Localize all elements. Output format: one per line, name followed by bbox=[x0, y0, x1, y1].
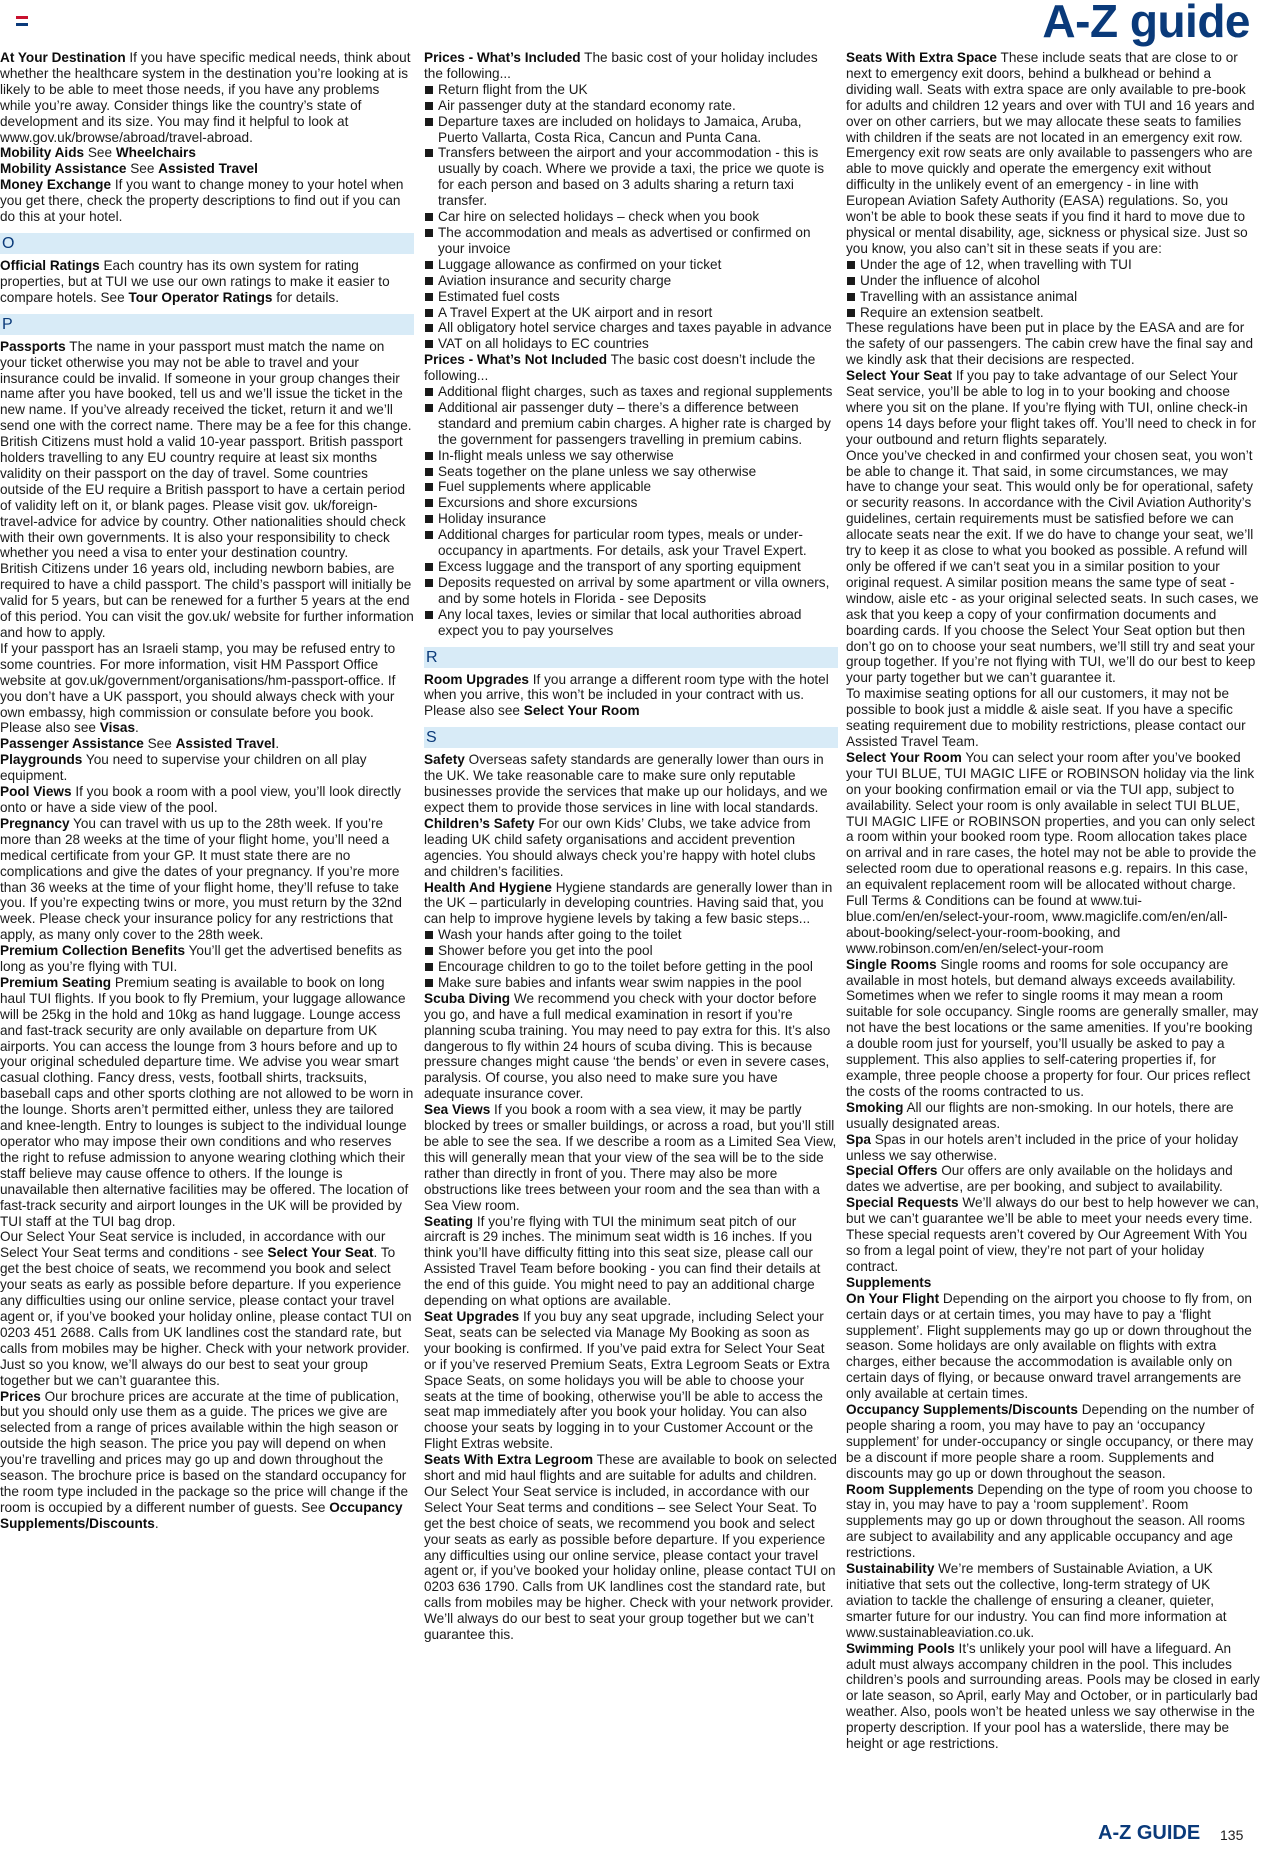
entry-term: Occupancy Supplements/Discounts bbox=[846, 1402, 1078, 1418]
bullet-item: Return flight from the UK bbox=[424, 82, 838, 98]
section-header: S bbox=[424, 727, 838, 748]
entry-term: Safety bbox=[424, 752, 465, 768]
bullet-item: Deposits requested on arrival by some apartment or villa owners, and by some hotels in Florida - see Deposits bbox=[424, 575, 838, 607]
entry-term: Special Offers bbox=[846, 1163, 938, 1179]
entry bbox=[424, 50, 838, 82]
entry-text: You need to supervise your children on all play equipment. bbox=[0, 752, 367, 784]
page-title: A-Z guide bbox=[1042, 0, 1250, 47]
entry-text: If you book a room with a sea view, it may be partly blocked by trees or smaller buildings, or across a road, but you’ll still be able to see the sea. If we describe a room as a Limited Sea View, this will generally mean that your view of the sea will be to the side rather than directly in front of you. There may also be more obstructions like trees between your room and the sea than with a Sea View room. bbox=[424, 1102, 837, 1213]
entry-reference: Wheelchairs bbox=[115, 145, 196, 161]
entry-term: Premium Collection Benefits bbox=[0, 943, 186, 959]
entry-term: On Your Flight bbox=[846, 1290, 940, 1306]
entry-text: Each country has its own system for rating properties, but at TUI we use our own ratings to make it easier to compare hotels. See bbox=[0, 257, 390, 305]
entry bbox=[0, 258, 414, 306]
entry-text: You can travel with us up to the 28th week. If you’re more than 28 weeks at the time of your flight home, you’ll need a medical certificate from your GP. It must state there are no complications and give the dates of your pregnancy. If you’re more than 36 weeks at the time of your flight home, they’ll refuse to take you. If you’re expecting twins or more, you must return by the 32nd week. Please check your insurance policy for any restrictions that apply, as many only cover to the 28th week. bbox=[0, 815, 402, 943]
entry-text: . bbox=[135, 720, 139, 736]
entry-text: . bbox=[154, 1515, 159, 1531]
entry-text: If you have specific medical needs, think about whether the healthcare system in the destination you’re looking at is likely to be able to meet those needs, if you have any problems while you’re away. Consider things like the country’s state of development and its size. You may find it helpful to look at www.gov.uk/browse/abroad/travel-abroad. bbox=[0, 50, 411, 145]
entry-reference: Visas bbox=[99, 720, 136, 736]
entry bbox=[846, 1132, 1260, 1164]
entry-term: Mobility Aids bbox=[0, 145, 85, 161]
entry bbox=[846, 1402, 1260, 1482]
entry-text: . bbox=[275, 736, 280, 752]
entry bbox=[424, 1452, 838, 1643]
entry-text: If you’re flying with TUI the minimum seat pitch of our aircraft is 29 inches. The minimum seat width is 16 inches. If you think you’ll have difficulty fitting into this seat size, please call our Assisted Travel Team before booking - you can find their details at the end of this guide. You might need to pay an additional charge depending on what options are available. bbox=[424, 1213, 821, 1309]
entry-text: The basic cost of your holiday includes the following... bbox=[424, 50, 818, 81]
entry bbox=[0, 975, 414, 1230]
entry bbox=[846, 1163, 1260, 1195]
entry-text: For our own Kids’ Clubs, we take advice from leading UK child safety organisations and accident prevention agencies. You should always check you’re happy with hotel clubs and children’s facilities. bbox=[424, 815, 816, 879]
entry bbox=[846, 957, 1260, 1100]
entry-term: Mobility Assistance bbox=[0, 161, 127, 177]
entry bbox=[0, 816, 414, 943]
entry-text: . To get the best choice of seats, we recommend you book and select your seats as early as possible before departure. If you experience any difficulties using our online service, please contact your travel agent or, if you’ve booked your holiday online, please contact TUI on 0203 451 2688. Calls from UK landlines cost the standard rate, but calls from mobiles may be higher. Check with your network provider. Just so you know, we’ll always do our best to seat your group together but we can’t guarantee this. bbox=[0, 1245, 412, 1388]
entry-term: Passports bbox=[0, 338, 66, 354]
entry-term: Prices - What’s Not Included bbox=[424, 352, 608, 368]
entry-term: Sea Views bbox=[424, 1102, 491, 1118]
entry-reference: Tour Operator Ratings bbox=[128, 289, 273, 305]
bullet-item: Excess luggage and the transport of any sporting equipment bbox=[424, 559, 838, 575]
entry-term: Select Your Seat bbox=[846, 368, 953, 384]
entry-term: Pool Views bbox=[0, 784, 72, 800]
entry-text: Depending on the type of room you choose to stay in, you may have to pay a ‘room supplement’. Room supplements may go up or down throughout the season. All rooms are subject to availability and any applicable occupancy and age restrictions. bbox=[846, 1481, 1253, 1561]
entry-text: Overseas safety standards are generally lower than ours in the UK. We take reasonable care to make sure only reputable businesses provide the services that make up our holidays, and we expect them to provide those services in line with local standards. bbox=[424, 752, 828, 815]
entry-term: Special Requests bbox=[846, 1195, 959, 1211]
column-middle bbox=[424, 50, 838, 1643]
entry-text: Spas in our hotels aren’t included in the price of your holiday unless we say otherwise. bbox=[846, 1131, 1239, 1163]
entry bbox=[846, 750, 1260, 957]
entry bbox=[846, 320, 1260, 368]
entry-term: Seat Upgrades bbox=[424, 1308, 520, 1324]
entry-text: Premium seating is available to book on long haul TUI flights. If you book to fly Premium, your luggage allowance will be 25kg in the hold and 10kg as hand luggage. Lounge access and fast-track security are only available on departure from UK airports. You can access the lounge from 3 hours before and up to your original scheduled departure time. We advise you wear smart casual clothing. Fancy dress, vests, football shirts, tracksuits, baseball caps and other sports clothing are not allowed to be worn in the lounge. Shorts aren’t permitted either, unless they are tailored and knee-length. Entry to lounges is subject to the individual lounge operator who may impose their own conditions and who reserves the right to refuse admission to anyone wearing clothing which their staff believe may cause offence to others. If the lounge is unavailable then alternative facilities may be offered. The location of fast-track security and airport lounges in the UK will be provided by TUI staff at the TUI bag drop. bbox=[0, 974, 414, 1229]
entry-term: Premium Seating bbox=[0, 974, 112, 990]
entry bbox=[424, 991, 838, 1102]
entry-text: If you arrange a different room type with the hotel when you arrive, this won’t be included in your contract with us. Please also see bbox=[424, 671, 829, 719]
entry-text: See bbox=[87, 145, 113, 161]
bullet-item: Transfers between the airport and your accommodation - this is usually by coach. Where we provide a taxi, the price we quote is for each person and based on 3 adults sharing a return taxi transfer. bbox=[424, 145, 838, 209]
bullet-item: Holiday insurance bbox=[424, 511, 838, 527]
entry bbox=[0, 161, 414, 177]
bullet-item: In-flight meals unless we say otherwise bbox=[424, 448, 838, 464]
entry bbox=[0, 1229, 414, 1388]
entry bbox=[424, 1309, 838, 1452]
bullet-item: A Travel Expert at the UK airport and in resort bbox=[424, 305, 838, 321]
bullet-item: Aviation insurance and security charge bbox=[424, 273, 838, 289]
entry-text: Our brochure prices are accurate at the time of publication, but you should only use them as a guide. The prices we give are selected from a range of prices available within the high season or outside the high season. The price you pay will depend on when you’re travelling and prices may go up and down throughout the season. The brochure price is based on the standard occupancy for the room type included in the package so the price will change if the room is occupied by a different number of guests. See bbox=[0, 1388, 409, 1515]
flag-icon bbox=[16, 16, 28, 26]
entry bbox=[0, 561, 414, 641]
entry-term: Playgrounds bbox=[0, 752, 83, 768]
entry bbox=[424, 752, 838, 816]
entry-term: Passenger Assistance bbox=[0, 736, 144, 752]
footer-label: A-Z GUIDE bbox=[1098, 1822, 1201, 1844]
entry bbox=[846, 50, 1260, 257]
bullet-item: Require an extension seatbelt. bbox=[846, 305, 1260, 321]
entry bbox=[846, 1275, 1260, 1291]
entry bbox=[424, 1102, 838, 1213]
entry-text: The basic cost doesn’t include the following... bbox=[424, 352, 816, 384]
entry-term: Children’s Safety bbox=[424, 815, 535, 831]
entry bbox=[846, 1100, 1260, 1132]
bullet-item: Under the influence of alcohol bbox=[846, 273, 1260, 289]
entry-text: If you book a room with a pool view, you’ll look directly onto or have a side view of the pool. bbox=[0, 784, 401, 815]
entry bbox=[846, 448, 1260, 687]
entry-reference: Select Your Seat bbox=[267, 1245, 374, 1261]
entry bbox=[846, 1641, 1260, 1752]
bullet-item: Departure taxes are included on holidays to Jamaica, Aruba, Puerto Vallarta, Costa Rica, Cancun and Punta Cana. bbox=[424, 114, 838, 146]
entry-term: Seats With Extra Space bbox=[846, 50, 997, 65]
entry bbox=[846, 368, 1260, 448]
bullet-item: Wash your hands after going to the toilet bbox=[424, 927, 838, 943]
entry bbox=[846, 1561, 1260, 1641]
bullet-item: Excursions and shore excursions bbox=[424, 495, 838, 511]
entry bbox=[0, 736, 414, 752]
section-header: P bbox=[0, 314, 414, 335]
bullet-list bbox=[424, 384, 838, 639]
entry-term: Seating bbox=[424, 1213, 474, 1229]
entry-term: Official Ratings bbox=[0, 257, 100, 273]
entry-text: These include seats that are close to or next to emergency exit doors, behind a bulkhead or behind a dividing wall. Seats with extra space are only available to pre-book for adults and children 12 years and over with TUI and 16 years and over on other carriers, but we may allocate these seats to families with children if the seats are not located in an emergency exit row. Emergency exit row seats are only available to passengers who are able to move quickly and operate the emergency exit without difficulty in the unlikely event of an emergency - in line with European Aviation Safety Authority (EASA) regulations. So, you won’t be able to book these seats if you find it hard to move due to physical or mental disability, age, sickness or physical size. Just so you know, you also can’t sit in these seats if you are: bbox=[846, 50, 1255, 256]
bullet-item: Air passenger duty at the standard economy rate. bbox=[424, 98, 838, 114]
bullet-item: All obligatory hotel service charges and taxes payable in advance bbox=[424, 320, 838, 336]
entry-text: We’ll always do our best to help however we can, but we can’t guarantee we’ll be able to meet your needs every time. These special requests aren’t covered by Our Agreement With You so from a legal point of view, they’re not part of your holiday contract. bbox=[846, 1195, 1260, 1274]
entry-reference: Select Your Room bbox=[523, 703, 640, 719]
entry-term: At Your Destination bbox=[0, 50, 126, 65]
bullet-item: Seats together on the plane unless we say otherwise bbox=[424, 464, 838, 480]
bullet-item: Fuel supplements where applicable bbox=[424, 479, 838, 495]
bullet-item: Additional charges for particular room types, meals or under-occupancy in apartments. For details, ask your Travel Expert. bbox=[424, 527, 838, 559]
bullet-list bbox=[424, 927, 838, 991]
bullet-item: Under the age of 12, when travelling with TUI bbox=[846, 257, 1260, 273]
entry-term: Swimming Pools bbox=[846, 1640, 955, 1656]
column-right bbox=[846, 50, 1260, 1752]
entry-text: If your passport has an Israeli stamp, you may be refused entry to some countries. For more information, visit HM Passport Office website at gov.uk/government/organisations/hm-passport-office. If you don’t have a UK passport, you should always check with your own embassy, high commission or consulate before you book. Please also see bbox=[0, 640, 396, 736]
entry bbox=[0, 50, 414, 145]
entry bbox=[0, 177, 414, 225]
entry-term: Pregnancy bbox=[0, 815, 70, 831]
entry-term: Supplements bbox=[846, 1274, 932, 1290]
bullet-item: Luggage allowance as confirmed on your ticket bbox=[424, 257, 838, 273]
entry bbox=[424, 816, 838, 880]
entry bbox=[0, 641, 414, 736]
entry bbox=[0, 339, 414, 562]
entry-text: Our Select Your Seat service is included, in accordance with our Select Your Seat terms and conditions - see bbox=[0, 1229, 386, 1261]
bullet-item: Any local taxes, levies or similar that local authorities abroad expect you to pay yourselves bbox=[424, 607, 838, 639]
entry-text: Once you’ve checked in and confirmed your chosen seat, you won’t be able to change it. That said, in some circumstances, we may have to change your seat. This would only be for operational, safety or security reasons. In accordance with the Civil Aviation Authority’s guidelines, certain requirements must be satisfied before we can allocate seats near the exit. If we do have to change your seat, we’ll try to keep it as close to what you booked as possible. A refund will only be offered if we can’t seat you in a similar position to your original request. A similar position means the same type of seat - window, aisle etc - as your original selected seats. In such cases, we ask that you keep a copy of your confirmation documents and boarding cards. If you choose the Select Your Seat option but then don’t go on to choose your seat numbers, we’ll still try and seat your group together. If you’re not flying with TUI, we’ll do our best to keep your party together but we can’t guarantee it. bbox=[846, 447, 1259, 686]
entry-term: Smoking bbox=[846, 1099, 904, 1115]
entry-text: These regulations have been put in place by the EASA and are for the safety of our passengers. The cabin crew have the final say and we kindly ask that their decisions are respected. bbox=[846, 320, 1254, 368]
entry bbox=[424, 880, 838, 928]
entry-text: It’s unlikely your pool will have a lifeguard. An adult must always accompany children in the pool. This includes children’s pools and surrounding areas. Pools may be closed in early or late season, so April, early May and October, or in particularly bad weather. Also, pools won’t be heated unless we say otherwise in the property description. If your pool has a waterslide, there may be height or age restrictions. bbox=[846, 1640, 1260, 1752]
entry-text: These are available to book on selected short and mid haul flights and are suitable for adults and children. Our Select Your Seat service is included, in accordance with our Select Your Seat terms and conditions – see Select Your Seat. To get the best choice of seats, we recommend you book and select your seats as early as possible before departure. If you experience any difficulties using our online service, please contact your travel agent or, if you’ve booked your holiday online, please contact TUI on 0203 636 1790. Calls from UK landlines cost the standard rate, but calls from mobiles may be higher. Check with your network provider. We’ll always do our best to seat your group together but we can’t guarantee this. bbox=[424, 1452, 837, 1643]
bullet-item: Shower before you get into the pool bbox=[424, 943, 838, 959]
entry-term: Select Your Room bbox=[846, 749, 962, 765]
entry bbox=[0, 1389, 414, 1532]
section-header: R bbox=[424, 647, 838, 668]
entry-text: If you pay to take advantage of our Select Your Seat service, you’ll be able to log in to your booking and choose where you sit on the plane. If you’re flying with TUI, online check-in opens 14 days before your flight takes off. You’ll need to check in for your outbound and return flights separately. bbox=[846, 368, 1257, 447]
section-header: O bbox=[0, 233, 414, 254]
entry-text: See bbox=[130, 161, 155, 177]
entry-text: Single rooms and rooms for sole occupancy are available in most hotels, but demand always exceeds availability. Sometimes when we refer to single rooms it may mean a room suitable for sole occupancy. Single rooms are generally smaller, may not have the best locations or the same amenities. If you’re booking a double room just for yourself, you’ll usually be asked to pay a supplement. This also applies to self-catering properties if, for example, three people choose a property for four. Our prices reflect the costs of the rooms contracted to us. bbox=[846, 956, 1259, 1099]
entry-text: The name in your passport must match the name on your ticket otherwise you may not be able to travel and your insurance could be invalid. If someone in your group changes their name after you have booked, tell us and we’ll issue the ticket in the new name. If you’ve already received the ticket, return it and we’ll send one with the correct name. There may be a fee for this change. British Citizens must hold a valid 10-year passport. British passport holders travelling to any EU country require at least six months validity on their passport on the day of travel. Some countries outside of the EU require a British passport to have a certain period of validity left on it, or blank pages. Please visit gov. uk/foreign-travel-advice for advice by country. Other nationalities should check with their own governments. It is also your responsibility to check whether you need a visa to enter your destination country. bbox=[0, 338, 412, 561]
entry-text: We recommend you check with your doctor before you go, and have a full medical examination in resort if you’re planning scuba training. You may need to pay extra for this. It’s also dangerous to fly within 24 hours of scuba diving. This is because pressure changes might cause ‘the bends’ or even in severe cases, paralysis. Of course, you also need to make sure you have adequate insurance cover. bbox=[424, 990, 831, 1102]
bullet-item: Travelling with an assistance animal bbox=[846, 289, 1260, 305]
entry-text: If you want to change money to your hotel when you get there, check the property descriptions to find out if you can do this at your hotel. bbox=[0, 177, 404, 225]
entry bbox=[846, 686, 1260, 750]
entry bbox=[424, 352, 838, 384]
entry bbox=[0, 943, 414, 975]
entry-text: You’ll get the advertised benefits as long as you’re flying with TUI. bbox=[0, 943, 402, 975]
entry-text: We’re members of Sustainable Aviation, a UK initiative that sets out the collective, long-term strategy of UK aviation to tackle the challenge of ensuring a cleaner, quieter, smarter future for our industry. You can find more information at www.sustainableaviation.co.uk. bbox=[846, 1561, 1227, 1640]
entry-reference: Occupancy Supplements/Discounts bbox=[0, 1499, 403, 1531]
entry-term: Prices bbox=[0, 1388, 41, 1404]
entry-reference: Assisted Travel bbox=[175, 736, 276, 752]
entry-text: Hygiene standards are generally lower than in the UK – particularly in developing countries. Having said that, you can help to improve hygiene levels by taking a few basic steps... bbox=[424, 879, 833, 927]
entry-text: To maximise seating options for all our customers, it may not be possible to book just a middle & aisle seat. If you have a specific seating requirement due to mobility restrictions, please contact our Assisted Travel Team. bbox=[846, 686, 1246, 749]
bullet-item: Estimated fuel costs bbox=[424, 289, 838, 305]
entry-term: Room Supplements bbox=[846, 1481, 974, 1497]
entry-term: Single Rooms bbox=[846, 956, 937, 972]
entry bbox=[846, 1195, 1260, 1275]
entry-term: Spa bbox=[846, 1131, 871, 1147]
entry bbox=[846, 1482, 1260, 1562]
entry-term: Seats With Extra Legroom bbox=[424, 1452, 594, 1468]
entry bbox=[846, 1291, 1260, 1402]
entry bbox=[424, 1214, 838, 1309]
entry-term: Health And Hygiene bbox=[424, 879, 552, 895]
page-number: 135 bbox=[1220, 1827, 1244, 1843]
entry-text: All our flights are non-smoking. In our hotels, there are usually designated areas. bbox=[846, 1099, 1234, 1131]
bullet-list bbox=[424, 82, 838, 352]
bullet-item: The accommodation and meals as advertised or confirmed on your invoice bbox=[424, 225, 838, 257]
entry bbox=[424, 672, 838, 720]
entry-text: You can select your room after you’ve booked your TUI BLUE, TUI MAGIC LIFE or ROBINSON holiday via the link on your booking confirmation email or via the TUI app, subject to availability. Select your room is only available in select TUI BLUE, TUI MAGIC LIFE or ROBINSON properties, and you can only select a room within your booked room type. Room allocation takes place on arrival and in rare cases, the hotel may not be able to provide the selected room due to operational reasons e.g. repairs. In this case, an equivalent replacement room will be allocated without charge. Full Terms & Conditions can be found at www.tui-blue.com/en/en/select-your-room, www.magiclife.com/en/en/all-about-booking/select-your-room-booking, and www.robinson.com/en/en/select-your-room bbox=[846, 749, 1257, 956]
entry-text: British Citizens under 16 years old, including newborn babies, are required to have a child passport. The child’s passport will initially be valid for 5 years, but can be renewed for a further 5 years at the end of this period. You can visit the gov.uk/ website for further information and how to apply. bbox=[0, 561, 414, 640]
bullet-item: Additional air passenger duty – there’s a difference between standard and premium cabin charges. A higher rate is charged by the government for passengers travelling in premium cabins. bbox=[424, 400, 838, 448]
bullet-item: Encourage children to go to the toilet before getting in the pool bbox=[424, 959, 838, 975]
bullet-item: Additional flight charges, such as taxes and regional supplements bbox=[424, 384, 838, 400]
entry-text: Our offers are only available on the holidays and dates we advertise, are per booking, and subject to availability. bbox=[846, 1163, 1233, 1195]
entry-term: Sustainability bbox=[846, 1561, 935, 1577]
entry bbox=[0, 145, 414, 161]
entry-text: See bbox=[147, 736, 172, 752]
entry-text: for details. bbox=[276, 289, 339, 305]
entry-term: Money Exchange bbox=[0, 177, 112, 193]
entry-text: If you buy any seat upgrade, including Select your Seat, seats can be selected via Manage My Booking as soon as your booking is confirmed. If you’ve paid extra for Select Your Seat or if you’ve reserved Premium Seats, Extra Legroom Seats or Extra Space Seats, on some holidays you will be able to choose your seats at the time of booking, otherwise you’ll be able to access the seat map immediately after you book your holiday. You can also choose your seats by logging in to your Customer Account or the Flight Extras website. bbox=[424, 1308, 830, 1452]
entry-reference: Assisted Travel bbox=[158, 161, 258, 177]
entry-term: Scuba Diving bbox=[424, 990, 511, 1006]
bullet-item: Car hire on selected holidays – check when you book bbox=[424, 209, 838, 225]
entry-text: Depending on the airport you choose to fly from, on certain days or at certain times, you may have to pay a ‘flight supplement’. Flight supplements may go up or down throughout the season. Some holidays are only available on flights with extra charges, either because the accommodation is available only on certain days of flying, or because onward travel arrangements are only available at certain times. bbox=[846, 1290, 1252, 1402]
entry bbox=[0, 784, 414, 816]
bullet-item: Make sure babies and infants wear swim nappies in the pool bbox=[424, 975, 838, 991]
entry-term: Room Upgrades bbox=[424, 671, 529, 687]
bullet-item: VAT on all holidays to EC countries bbox=[424, 336, 838, 352]
entry-term: Prices - What’s Included bbox=[424, 50, 581, 65]
entry-text: Depending on the number of people sharing a room, you may have to pay an ‘occupancy supplement’ for under-occupancy or single occupancy, or there may be a discount if more people share a room. Supplements and discounts may go up or down throughout the season. bbox=[846, 1402, 1254, 1481]
column-left bbox=[0, 50, 414, 1532]
bullet-list bbox=[846, 257, 1260, 321]
entry bbox=[0, 752, 414, 784]
